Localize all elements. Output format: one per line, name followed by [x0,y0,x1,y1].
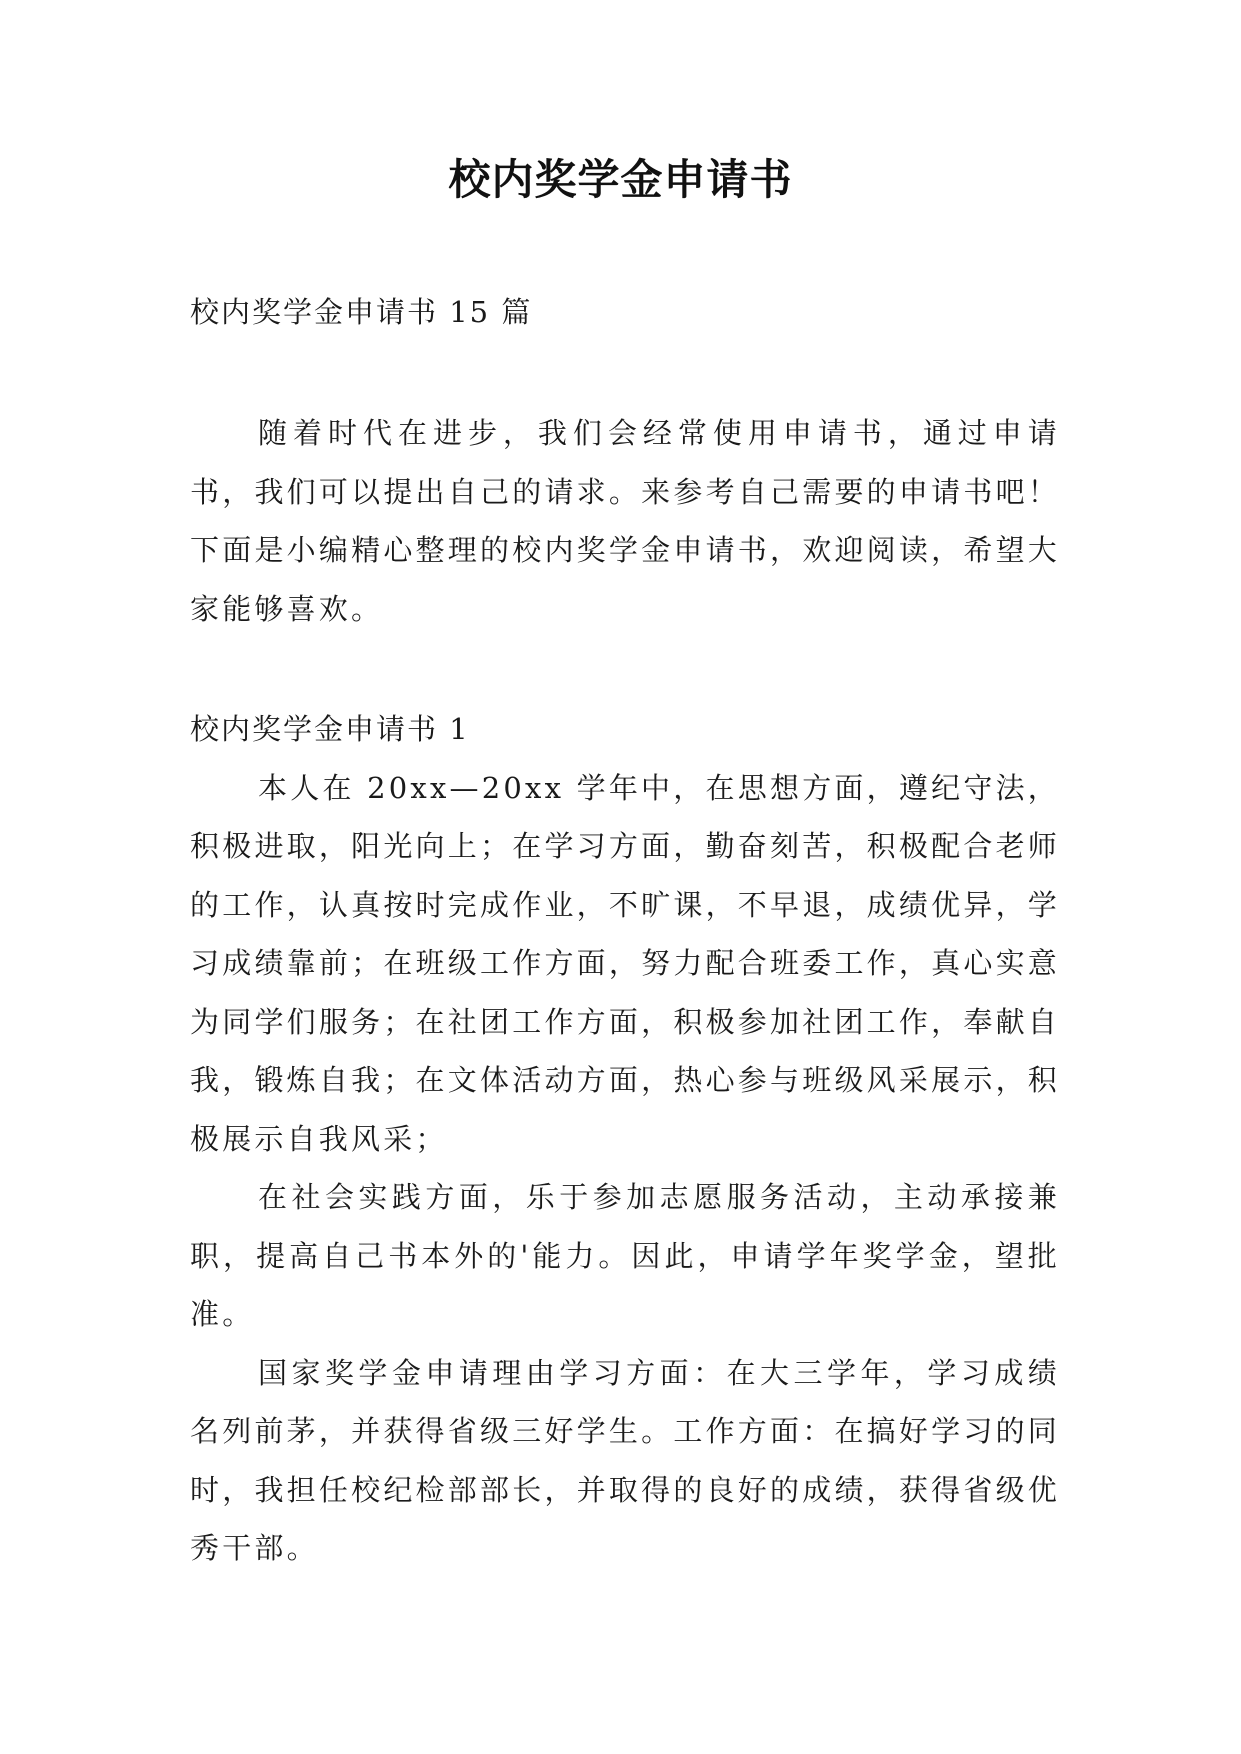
intro-paragraph: 随着时代在进步，我们会经常使用申请书，通过申请书，我们可以提出自己的请求。来参考自己需要的申请书吧！下面是小编精心整理的校内奖学金申请书，欢迎阅读，希望大家能够喜欢。 [190,416,1060,626]
document-title: 校内奖学金申请书 [448,155,793,204]
intro-section [190,404,1060,638]
body-paragraph: 国家奖学金申请理由学习方面：在大三学年，学习成绩名列前茅，并获得省级三好学生。工作方面：在搞好学习的同时，我担任校纪检部部长，并取得的良好的成绩，获得省级优秀干部。 [190,1355,1060,1565]
body-paragraph: 在社会实践方面，乐于参加志愿服务活动，主动承接兼职，提高自己书本外的'能力。因此，申请学年奖学金，望批准。 [190,1180,1060,1331]
section-1 [190,700,1060,1578]
document-subtitle: 校内奖学金申请书 15 篇 [190,295,533,329]
section-heading: 校内奖学金申请书 1 [190,712,470,746]
body-paragraph: 本人在 20xx—20xx 学年中，在思想方面，遵纪守法，积极进取，阳光向上；在学习方面，勤奋刻苦，积极配合老师的工作，认真按时完成作业，不旷课，不早退，成绩优异，学习成绩靠前；在班级工作方面，努力配合班委工作，真心实意为同学们服务；在社团工作方面，积极参加社团工作，奉献自我，锻炼自我；在文体活动方面，热心参与班级风采展示，积极展示自我风采； [190,770,1060,1156]
